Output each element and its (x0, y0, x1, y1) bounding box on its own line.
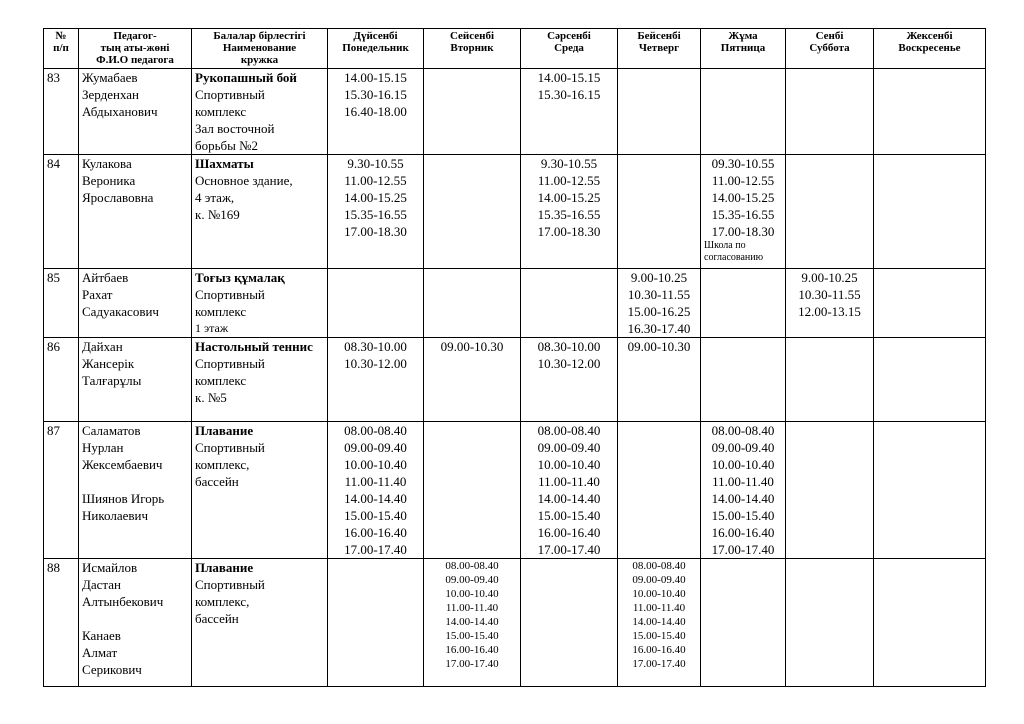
club-place-line: комплекс, (195, 594, 250, 609)
time-slot: 16.00-16.40 (711, 525, 775, 540)
teacher-name-line: Кулакова (82, 156, 132, 171)
teacher-name (79, 269, 192, 338)
time-slot: 15.35-16.55 (344, 207, 407, 222)
club-cell (192, 69, 328, 155)
time-slot: 15.00-15.40 (344, 508, 407, 523)
header-wednesday: Сәрсенбі Среда (521, 29, 618, 69)
time-slot: 10.30-11.55 (798, 287, 861, 302)
time-cell-sat (786, 69, 874, 155)
teacher-name-line: Рахат (82, 287, 113, 302)
time-slot: 09.00-09.40 (445, 574, 499, 586)
time-slot: 14.00-15.25 (344, 190, 407, 205)
row-number: 86 (44, 338, 79, 422)
time-cell-mon (328, 69, 424, 155)
time-cell-sun (874, 69, 986, 155)
schedule-body (44, 69, 986, 687)
teacher-name-line: Абдыханович (82, 104, 158, 119)
club-place-line: 4 этаж, (195, 190, 235, 205)
time-cell-fri (701, 338, 786, 422)
club-cell (192, 269, 328, 338)
header-thursday: Бейсенбі Четверг (618, 29, 701, 69)
schedule-note: согласованию (704, 252, 764, 263)
time-slot: 11.00-12.55 (344, 173, 407, 188)
time-slot: 08.00-08.40 (445, 560, 499, 572)
club-cell (192, 155, 328, 269)
club-title: Настольный теннис (195, 339, 313, 354)
time-slot: 11.00-11.40 (445, 602, 499, 614)
time-slot: 16.00-16.40 (445, 644, 499, 656)
teacher-name-line: Дайхан (82, 339, 123, 354)
time-slot: 16.00-16.40 (344, 525, 407, 540)
time-cell-sat (786, 269, 874, 338)
club-place-line: борьбы №2 (195, 138, 259, 153)
time-slot: 16.30-17.40 (627, 321, 691, 336)
time-slot: 08.30-10.00 (537, 339, 601, 354)
header-num: № п/п (44, 29, 79, 69)
teacher-name-line: Исмайлов (82, 560, 138, 575)
time-slot: 09.00-10.30 (627, 339, 691, 354)
table-row (44, 422, 986, 559)
time-slot: 16.00-16.40 (632, 644, 686, 656)
teacher2-name-line: Николаевич (82, 508, 148, 523)
time-cell-thu (618, 69, 701, 155)
time-slot: 09.00-09.40 (344, 440, 407, 455)
club-floor: 1 этаж (195, 321, 229, 335)
club-title: Рукопашный бой (195, 70, 297, 85)
club-place-line: к. №5 (195, 390, 227, 405)
teacher-name-line: Саламатов (82, 423, 141, 438)
club-place-line: Основное здание, (195, 173, 293, 188)
teacher-name (79, 155, 192, 269)
time-slot: 14.00-14.40 (632, 616, 686, 628)
club-place-line: комплекс, (195, 457, 250, 472)
time-slot: 08.00-08.40 (711, 423, 775, 438)
time-slot: 10.30-11.55 (627, 287, 691, 302)
time-cell-tue (424, 338, 521, 422)
time-cell-sun (874, 422, 986, 559)
time-slot: 9.30-10.55 (540, 156, 598, 171)
header-sunday: Жексенбі Воскресенье (874, 29, 986, 69)
club-place-line: комплекс (195, 373, 247, 388)
time-cell-thu (618, 559, 701, 687)
club-place-line: Спортивный (195, 287, 265, 302)
table-row (44, 559, 986, 687)
table-row (44, 155, 986, 269)
teacher-name-line: Вероника (82, 173, 136, 188)
time-cell-sun (874, 559, 986, 687)
time-slot: 10.00-10.40 (632, 588, 686, 600)
header-club: Балалар бірлестігі Наименование кружка (192, 29, 328, 69)
time-slot: 14.00-15.15 (344, 70, 407, 85)
time-cell-tue (424, 422, 521, 559)
time-slot: 14.00-15.25 (711, 190, 775, 205)
time-cell-sat (786, 155, 874, 269)
row-number: 87 (44, 422, 79, 559)
time-slot: 10.00-10.40 (445, 588, 499, 600)
time-slot: 17.00-17.40 (344, 542, 407, 557)
teacher2-name-line: Шиянов Игорь (82, 491, 165, 506)
row-number: 83 (44, 69, 79, 155)
time-slot: 08.00-08.40 (632, 560, 686, 572)
time-cell-sun (874, 155, 986, 269)
time-slot: 15.35-16.55 (537, 207, 601, 222)
time-slot: 15.30-16.15 (537, 87, 601, 102)
time-cell-wed (521, 422, 618, 559)
teacher-name-line: Жумабаев (82, 70, 138, 85)
time-cell-tue (424, 69, 521, 155)
time-slot: 14.00-14.40 (445, 616, 499, 628)
time-cell-fri (701, 422, 786, 559)
time-cell-tue (424, 155, 521, 269)
teacher-name-line: Дастан (82, 577, 121, 592)
time-cell-tue (424, 269, 521, 338)
club-title: Шахматы (195, 156, 254, 171)
teacher-name-line: Айтбаев (82, 270, 129, 285)
time-slot: 9.00-10.25 (630, 270, 688, 285)
time-slot: 14.00-14.40 (711, 491, 775, 506)
club-place-line: Спортивный (195, 356, 265, 371)
time-cell-mon (328, 338, 424, 422)
time-cell-sun (874, 338, 986, 422)
teacher-name-line: Алтынбекович (82, 594, 164, 609)
club-title: Плавание (195, 560, 254, 575)
club-cell (192, 338, 328, 422)
schedule-table (43, 28, 986, 687)
time-slot: 9.30-10.55 (347, 156, 404, 171)
time-slot: 15.00-15.40 (445, 630, 499, 642)
teacher-name (79, 69, 192, 155)
time-cell-mon (328, 155, 424, 269)
time-slot: 10.00-10.40 (711, 457, 775, 472)
time-slot: 15.00-15.40 (711, 508, 775, 523)
time-slot: 09.00-09.40 (711, 440, 775, 455)
club-place-line: комплекс (195, 304, 247, 319)
time-slot: 10.30-12.00 (537, 356, 601, 371)
teacher-name-line: Талғарұлы (82, 373, 142, 388)
club-place-line: Спортивный (195, 577, 265, 592)
time-slot: 14.00-15.15 (537, 70, 601, 85)
time-cell-sat (786, 422, 874, 559)
time-cell-wed (521, 69, 618, 155)
time-cell-fri (701, 269, 786, 338)
teacher2-name-line: Алмат (82, 645, 118, 660)
time-slot: 11.00-11.40 (344, 474, 407, 489)
time-slot: 11.00-11.40 (632, 602, 686, 614)
time-slot: 16.00-16.40 (537, 525, 601, 540)
time-cell-fri (701, 69, 786, 155)
table-row (44, 69, 986, 155)
time-slot: 11.00-11.40 (538, 474, 600, 489)
row-number: 88 (44, 559, 79, 687)
club-place-line: Зал восточной (195, 121, 275, 136)
time-cell-thu (618, 338, 701, 422)
header-monday: Дүйсенбі Понедельник (328, 29, 424, 69)
time-cell-tue (424, 559, 521, 687)
time-slot: 11.00-11.40 (712, 474, 774, 489)
teacher2-name-line: Канаев (82, 628, 121, 643)
club-place-line: Спортивный (195, 87, 265, 102)
time-cell-wed (521, 269, 618, 338)
club-title: Тоғыз құмалақ (195, 270, 285, 285)
time-cell-wed (521, 338, 618, 422)
time-slot: 15.00-16.25 (627, 304, 691, 319)
time-cell-mon (328, 269, 424, 338)
time-cell-mon (328, 559, 424, 687)
time-slot: 14.00-14.40 (537, 491, 601, 506)
schedule-note: Школа по (704, 240, 746, 251)
teacher-name (79, 422, 192, 559)
row-number: 85 (44, 269, 79, 338)
club-place-line: комплекс (195, 104, 247, 119)
header-saturday: Сенбі Суббота (786, 29, 874, 69)
time-cell-thu (618, 422, 701, 559)
time-cell-wed (521, 155, 618, 269)
time-slot: 10.00-10.40 (344, 457, 407, 472)
club-place-line: Спортивный (195, 440, 265, 455)
teacher-name (79, 338, 192, 422)
time-slot: 11.00-12.55 (537, 173, 601, 188)
time-slot: 08.00-08.40 (344, 423, 407, 438)
time-slot: 15.00-15.40 (537, 508, 601, 523)
header-friday: Жұма Пятница (701, 29, 786, 69)
time-slot: 10.00-10.40 (537, 457, 601, 472)
teacher-name-line: Зерденхан (82, 87, 140, 102)
teacher-name-line: Жансерік (82, 356, 135, 371)
teacher-name-line: Нурлан (82, 440, 124, 455)
time-slot: 09.00-09.40 (632, 574, 686, 586)
time-slot: 10.30-12.00 (344, 356, 407, 371)
time-slot: 17.00-18.30 (711, 224, 775, 239)
time-slot: 17.00-18.30 (537, 224, 601, 239)
time-slot: 09.00-10.30 (440, 339, 504, 354)
time-slot: 17.00-18.30 (344, 224, 407, 239)
header-teacher: Педагог- тың аты-жөні Ф.И.О педагога (79, 29, 192, 69)
time-cell-thu (618, 155, 701, 269)
club-place-line: бассейн (195, 611, 239, 626)
club-title: Плавание (195, 423, 254, 438)
time-slot: 17.00-17.40 (537, 542, 601, 557)
time-cell-fri (701, 155, 786, 269)
time-cell-sun (874, 269, 986, 338)
time-slot: 17.00-17.40 (632, 658, 686, 670)
table-row (44, 269, 986, 338)
club-cell (192, 422, 328, 559)
time-slot: 09.00-09.40 (537, 440, 601, 455)
header-tuesday: Сейсенбі Вторник (424, 29, 521, 69)
time-slot: 15.00-15.40 (632, 630, 686, 642)
teacher-name-line: Ярославовна (82, 190, 154, 205)
time-slot: 17.00-17.40 (445, 658, 499, 670)
time-slot: 14.00-14.40 (344, 491, 407, 506)
club-cell (192, 559, 328, 687)
teacher-name-line: Садуакасович (82, 304, 159, 319)
teacher-name (79, 559, 192, 687)
club-place-line: к. №169 (195, 207, 240, 222)
time-cell-sat (786, 559, 874, 687)
header-row (44, 29, 986, 69)
time-cell-thu (618, 269, 701, 338)
time-cell-wed (521, 559, 618, 687)
time-slot: 08.30-10.00 (344, 339, 407, 354)
row-number: 84 (44, 155, 79, 269)
time-slot: 15.30-16.15 (344, 87, 407, 102)
time-cell-fri (701, 559, 786, 687)
teacher-name-line: Жексембаевич (82, 457, 163, 472)
time-slot: 17.00-17.40 (711, 542, 775, 557)
time-cell-sat (786, 338, 874, 422)
time-slot: 9.00-10.25 (801, 270, 858, 285)
time-slot: 08.00-08.40 (537, 423, 601, 438)
time-slot: 12.00-13.15 (798, 304, 861, 319)
time-slot: 09.30-10.55 (711, 156, 775, 171)
time-cell-mon (328, 422, 424, 559)
time-slot: 15.35-16.55 (711, 207, 775, 222)
time-slot: 14.00-15.25 (537, 190, 601, 205)
time-slot: 16.40-18.00 (344, 104, 407, 119)
table-row (44, 338, 986, 422)
time-slot: 11.00-12.55 (711, 173, 775, 188)
teacher2-name-line: Серикович (82, 662, 142, 677)
club-place-line: бассейн (195, 474, 239, 489)
